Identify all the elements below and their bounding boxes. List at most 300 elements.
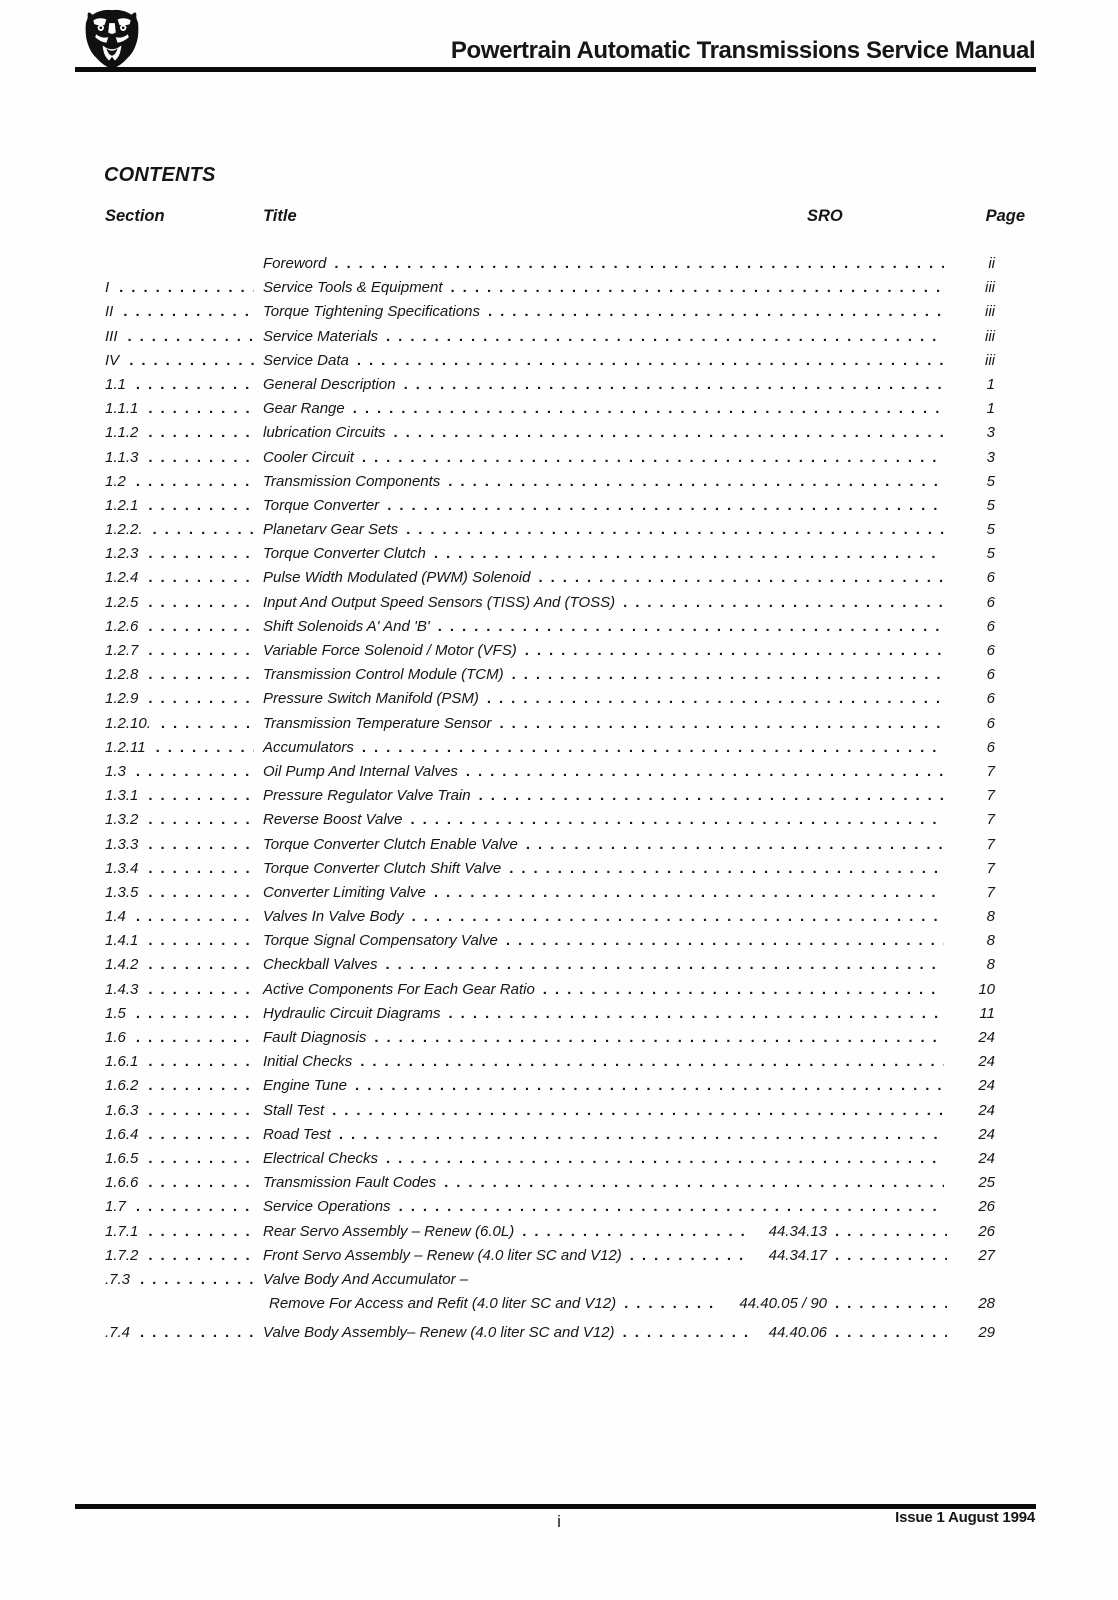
- dot-leader: [136, 760, 254, 784]
- dot-leader: [623, 1321, 752, 1345]
- dot-leader: [386, 1147, 944, 1171]
- toc-row: [105, 1002, 1009, 1026]
- section-number: 1.3: [105, 762, 126, 780]
- entry-title: Valve Body And Accumulator –: [263, 1270, 469, 1288]
- page-number: 1: [986, 400, 995, 418]
- section-cell: [105, 1002, 263, 1026]
- entry-title: Stall Test: [263, 1101, 325, 1119]
- toc-row: [105, 470, 1009, 494]
- jaguar-growler-logo-icon: [84, 8, 140, 70]
- page-number: ii: [988, 255, 995, 272]
- column-header-sro: SRO: [807, 207, 843, 225]
- entry-title: Variable Force Solenoid / Motor (VFS): [263, 642, 517, 659]
- dot-leader: [399, 1195, 944, 1219]
- dot-leader: [487, 687, 944, 711]
- footer-rule: [75, 1504, 1036, 1509]
- section-cell: [105, 1268, 263, 1292]
- toc-row: [105, 1074, 1009, 1098]
- page-number: 26: [978, 1198, 995, 1216]
- header-rule: [75, 67, 1036, 72]
- section-cell: [105, 252, 263, 276]
- dot-leader: [148, 494, 254, 518]
- page-number: iii: [985, 351, 995, 369]
- section-number: 1.2.7: [105, 642, 139, 659]
- page-number: 24: [978, 1077, 995, 1095]
- toc-row: [105, 1123, 1009, 1147]
- toc-row: [105, 252, 1009, 276]
- entry-title: Checkball Valves: [263, 956, 378, 974]
- toc-row: [105, 325, 1009, 349]
- section-cell: [105, 1147, 263, 1171]
- section-cell: [105, 1195, 263, 1219]
- dot-leader: [148, 1220, 254, 1244]
- dot-leader: [148, 639, 254, 663]
- toc-row: [105, 1147, 1009, 1171]
- toc-row: [105, 1268, 1009, 1292]
- section-number: 1.3.2: [105, 811, 139, 829]
- section-number: 1.6.2: [105, 1077, 139, 1095]
- section-number: 1.1.3: [105, 448, 139, 466]
- dot-leader: [148, 591, 254, 615]
- toc-row: [105, 881, 1009, 905]
- page-number: 8: [986, 908, 995, 926]
- dot-leader: [449, 1002, 944, 1026]
- entry-title: Transmission Temperature Sensor: [263, 714, 492, 732]
- dot-leader: [148, 784, 254, 808]
- toc-row: [105, 808, 1009, 832]
- section-number: 1.6.5: [105, 1149, 139, 1167]
- entry-title: Transmission Components: [263, 472, 441, 490]
- section-number: 1.3.4: [105, 859, 139, 877]
- toc-row: [105, 857, 1009, 881]
- dot-leader: [360, 1050, 944, 1074]
- section-number: II: [105, 303, 114, 321]
- section-cell: [105, 470, 263, 494]
- toc-row: [105, 1244, 1009, 1268]
- section-cell: [105, 1123, 263, 1147]
- entry-title: Input And Output Speed Sensors (TISS) And (TOSS): [263, 593, 616, 611]
- section-number: 1.7.2: [105, 1246, 139, 1264]
- page-number: 7: [986, 787, 995, 805]
- dot-leader: [136, 1195, 254, 1219]
- entry-title: Initial Checks: [263, 1053, 353, 1071]
- section-number: 1.7.1: [105, 1222, 139, 1240]
- dot-leader: [525, 639, 944, 663]
- toc-row: [105, 736, 1009, 760]
- page-number: 1: [986, 375, 995, 393]
- toc-row: [105, 421, 1009, 445]
- page-number: 5: [986, 472, 995, 490]
- section-cell: [105, 542, 263, 566]
- toc-row: [105, 760, 1009, 784]
- toc-row: [105, 1099, 1009, 1123]
- entry-title: Torque Converter Clutch Enable Valve: [263, 835, 518, 853]
- page-number: 6: [986, 569, 995, 587]
- entry-title: Cooler Circuit: [263, 448, 354, 466]
- sro-code: 44.34.17: [768, 1246, 827, 1264]
- dot-leader: [148, 663, 254, 687]
- section-number: 1.2.11: [105, 738, 146, 756]
- page-number: 7: [986, 762, 995, 780]
- toc-row: [105, 905, 1009, 929]
- toc-row: [105, 349, 1009, 373]
- toc-row: [105, 929, 1009, 953]
- section-cell: [105, 857, 263, 881]
- dot-leader: [334, 252, 944, 276]
- dot-leader: [148, 446, 254, 470]
- entry-title: Torque Converter Clutch Shift Valve: [263, 859, 502, 877]
- dot-leader: [148, 929, 254, 953]
- toc-row: [105, 687, 1009, 711]
- dot-leader: [355, 1074, 944, 1098]
- toc-row: [105, 663, 1009, 687]
- page-number: 25: [978, 1174, 995, 1192]
- dot-leader: [386, 953, 945, 977]
- sro-code: 44.40.05 / 90: [739, 1295, 827, 1313]
- dot-leader: [434, 881, 944, 905]
- dot-leader: [387, 494, 944, 518]
- entry-title: Service Operations: [263, 1198, 391, 1216]
- section-cell: [105, 1050, 263, 1074]
- section-cell: [105, 373, 263, 397]
- entry-title: Road Test: [263, 1125, 331, 1143]
- dot-leader: [835, 1321, 947, 1345]
- dot-leader: [148, 615, 254, 639]
- dot-leader: [362, 446, 944, 470]
- dot-leader: [522, 1220, 751, 1244]
- section-cell: [105, 760, 263, 784]
- page-number: 6: [986, 593, 995, 611]
- section-number: 1.2.10.: [105, 714, 151, 732]
- page-number: 29: [978, 1324, 995, 1342]
- entry-title: Shift Solenoids A' And 'B': [263, 617, 430, 635]
- page-number: 24: [978, 1125, 995, 1143]
- entry-title: Transmission Control Module (TCM): [263, 666, 504, 684]
- dot-leader: [136, 470, 254, 494]
- toc-row: [105, 566, 1009, 590]
- page-number: 27: [978, 1246, 995, 1264]
- section-number: 1.6: [105, 1029, 126, 1046]
- page-number: 5: [986, 521, 995, 539]
- section-cell: [105, 518, 263, 542]
- entry-title: Engine Tune: [263, 1077, 347, 1095]
- dot-leader: [148, 1099, 254, 1123]
- toc-row: [105, 1171, 1009, 1195]
- section-number: 1.6.6: [105, 1174, 139, 1192]
- toc-row: [105, 615, 1009, 639]
- toc-row: [105, 276, 1009, 300]
- entry-title: Accumulators: [263, 738, 354, 756]
- dot-leader: [509, 857, 944, 881]
- dot-leader: [148, 542, 254, 566]
- toc-row: [105, 397, 1009, 421]
- column-header-section: Section: [105, 207, 165, 225]
- dot-leader: [835, 1292, 947, 1316]
- dot-leader: [136, 373, 254, 397]
- sro-code: 44.34.13: [768, 1222, 827, 1240]
- toc-row: [105, 300, 1009, 324]
- section-cell: [105, 833, 263, 857]
- dot-leader: [406, 518, 944, 542]
- page-number: 5: [986, 496, 995, 514]
- dot-leader: [512, 663, 944, 687]
- section-number: 1.2.3: [105, 545, 139, 563]
- entry-title: General Description: [263, 375, 396, 393]
- dot-leader: [506, 929, 944, 953]
- entry-title: Converter Limiting Valve: [263, 883, 426, 901]
- section-number: .7.4: [105, 1324, 131, 1342]
- entry-title: Valve Body Assembly– Renew (4.0 liter SC and V12): [263, 1324, 615, 1342]
- dot-leader: [438, 615, 944, 639]
- section-number: 1.2.1: [105, 496, 139, 514]
- section-number: 1.7: [105, 1198, 126, 1216]
- dot-leader: [386, 325, 944, 349]
- page-number: 6: [986, 666, 995, 684]
- entry-title: Service Materials: [263, 327, 379, 345]
- dot-leader: [623, 591, 944, 615]
- entry-title: Torque Converter Clutch: [263, 545, 426, 563]
- section-cell: [105, 978, 263, 1002]
- dot-leader: [451, 276, 944, 300]
- section-cell: [105, 712, 263, 736]
- toc-row: [105, 1195, 1009, 1219]
- column-header-page: Page: [985, 207, 1025, 225]
- entry-title: Planetarv Gear Sets: [263, 521, 399, 539]
- entry-title: Foreword: [263, 255, 327, 272]
- dot-leader: [499, 712, 944, 736]
- section-number: 1.6.4: [105, 1125, 139, 1143]
- page-number: 24: [978, 1101, 995, 1119]
- entry-title: Fault Diagnosis: [263, 1029, 367, 1046]
- page-number: 5: [986, 545, 995, 563]
- toc-row: [105, 494, 1009, 518]
- entry-title: Oil Pump And Internal Valves: [263, 762, 458, 780]
- entry-title: Torque Signal Compensatory Valve: [263, 932, 498, 950]
- toc-row: [105, 446, 1009, 470]
- dot-leader: [148, 566, 254, 590]
- section-cell: [105, 276, 263, 300]
- section-cell: [105, 325, 263, 349]
- dot-leader: [123, 300, 254, 324]
- section-cell: [105, 881, 263, 905]
- entry-title: Transmission Fault Codes: [263, 1174, 437, 1192]
- section-number: 1.2.9: [105, 690, 139, 708]
- dot-leader: [156, 736, 254, 760]
- dot-leader: [148, 978, 254, 1002]
- section-number: 1.5: [105, 1004, 126, 1022]
- toc-row: [105, 542, 1009, 566]
- dot-leader: [148, 881, 254, 905]
- section-cell: [105, 808, 263, 832]
- entry-title: lubrication Circuits: [263, 424, 386, 442]
- dot-leader: [538, 566, 944, 590]
- page-number: 24: [978, 1149, 995, 1167]
- manual-title: Powertrain Automatic Transmissions Service Manual: [450, 37, 1035, 64]
- toc-row: [105, 1026, 1009, 1050]
- dot-leader: [444, 1171, 944, 1195]
- section-cell: [105, 446, 263, 470]
- dot-leader: [362, 736, 944, 760]
- section-cell: [105, 1171, 263, 1195]
- entry-title: Pulse Width Modulated (PWM) Solenoid: [263, 569, 531, 587]
- section-number: 1.4.2: [105, 956, 139, 974]
- dot-leader: [148, 1050, 254, 1074]
- page-number: iii: [985, 303, 995, 321]
- dot-leader: [140, 1268, 254, 1292]
- dot-leader: [357, 349, 944, 373]
- dot-leader: [148, 808, 254, 832]
- entry-title-continued: Remove For Access and Refit (4.0 liter SC and V12): [269, 1295, 617, 1313]
- page-number: 28: [978, 1295, 995, 1313]
- dot-leader: [140, 1321, 254, 1345]
- section-cell: [105, 784, 263, 808]
- page-number: 24: [978, 1053, 995, 1071]
- dot-leader: [624, 1292, 722, 1316]
- toc-row: [105, 833, 1009, 857]
- page-number: 7: [986, 835, 995, 853]
- page-number: 6: [986, 642, 995, 659]
- toc-row: [105, 978, 1009, 1002]
- section-number: 1.4: [105, 908, 126, 926]
- page-number: 6: [986, 738, 995, 756]
- section-number: I: [105, 279, 110, 297]
- section-cell: [105, 1074, 263, 1098]
- dot-leader: [479, 784, 944, 808]
- entry-title: Service Data: [263, 351, 349, 369]
- dot-leader: [404, 373, 944, 397]
- section-cell: [105, 300, 263, 324]
- page-number: iii: [985, 327, 995, 345]
- entry-title: Reverse Boost Valve: [263, 811, 403, 829]
- section-number: 1.3.3: [105, 835, 139, 853]
- section-number: 1.3.1: [105, 787, 139, 805]
- section-cell: [105, 639, 263, 663]
- section-number: 1.4.1: [105, 932, 139, 950]
- section-cell: [105, 566, 263, 590]
- entry-title: Active Components For Each Gear Ratio: [263, 980, 535, 998]
- dot-leader: [161, 712, 254, 736]
- dot-leader: [148, 953, 254, 977]
- section-number: 1.2.4: [105, 569, 139, 587]
- page-number: 8: [986, 932, 995, 950]
- contents-heading: CONTENTS: [104, 164, 216, 186]
- section-cell: [105, 349, 263, 373]
- dot-leader: [434, 542, 944, 566]
- section-number: .7.3: [105, 1270, 131, 1288]
- dot-leader: [339, 1123, 944, 1147]
- dot-leader: [412, 905, 944, 929]
- section-number: 1.6.3: [105, 1101, 139, 1119]
- entry-title: Electrical Checks: [263, 1149, 379, 1167]
- dot-leader: [332, 1099, 944, 1123]
- section-cell: [105, 687, 263, 711]
- dot-leader: [148, 1123, 254, 1147]
- section-number: 1.2.8: [105, 666, 139, 684]
- section-cell: [105, 615, 263, 639]
- entry-title: Rear Servo Assembly – Renew (6.0L): [263, 1222, 515, 1240]
- section-cell: [105, 1220, 263, 1244]
- dot-leader: [148, 397, 254, 421]
- dot-leader: [488, 300, 944, 324]
- section-number: 1.1.1: [105, 400, 139, 418]
- dot-leader: [466, 760, 944, 784]
- section-number: 1.6.1: [105, 1053, 139, 1071]
- section-cell: [105, 494, 263, 518]
- toc-row: [105, 712, 1009, 736]
- section-cell: [105, 1321, 263, 1345]
- dot-leader: [136, 1002, 254, 1026]
- toc-row: [105, 518, 1009, 542]
- page-number: 3: [986, 448, 995, 466]
- section-number: 1.2.5: [105, 593, 139, 611]
- section-cell: [105, 663, 263, 687]
- dot-leader: [148, 1244, 254, 1268]
- section-number: 1.2: [105, 472, 126, 490]
- section-number: 1.1: [105, 375, 126, 393]
- section-number: IV: [105, 351, 120, 369]
- page-number: 7: [986, 883, 995, 901]
- column-headers: [105, 207, 1025, 229]
- dot-leader: [630, 1244, 752, 1268]
- section-cell: [105, 1026, 263, 1050]
- section-number: 1.2.6: [105, 617, 139, 635]
- entry-title: Gear Range: [263, 400, 345, 418]
- toc-row: [105, 591, 1009, 615]
- toc-row: [105, 1050, 1009, 1074]
- entry-title: Valves In Valve Body: [263, 908, 404, 926]
- toc-row: [105, 1321, 1009, 1345]
- page-number: 24: [978, 1029, 995, 1046]
- dot-leader: [129, 349, 254, 373]
- page-number: 11: [979, 1004, 995, 1022]
- section-cell: [105, 929, 263, 953]
- dot-leader: [148, 833, 254, 857]
- dot-leader: [153, 518, 254, 542]
- page-number: 7: [986, 859, 995, 877]
- folio-page-number: i: [557, 1512, 561, 1531]
- entry-title: Torque Converter: [263, 496, 380, 514]
- dot-leader: [394, 421, 944, 445]
- dot-leader: [835, 1244, 947, 1268]
- page-number: 26: [978, 1222, 995, 1240]
- dot-leader: [148, 1171, 254, 1195]
- dot-leader: [148, 1074, 254, 1098]
- entry-title: Hydraulic Circuit Diagrams: [263, 1004, 441, 1022]
- dot-leader: [526, 833, 944, 857]
- toc-row: [105, 639, 1009, 663]
- entry-title: Front Servo Assembly – Renew (4.0 liter SC and V12): [263, 1246, 622, 1264]
- page-number: 8: [986, 956, 995, 974]
- toc-row: [105, 784, 1009, 808]
- section-number: III: [105, 327, 118, 345]
- dot-leader: [136, 905, 254, 929]
- dot-leader: [136, 1026, 254, 1050]
- dot-leader: [148, 857, 254, 881]
- dot-leader: [148, 421, 254, 445]
- section-number: 1.2.2.: [105, 521, 143, 539]
- section-cell: [105, 397, 263, 421]
- dot-leader: [374, 1026, 944, 1050]
- entry-title: Torque Tightening Specifications: [263, 303, 480, 321]
- section-cell: [105, 905, 263, 929]
- dot-leader: [148, 1147, 254, 1171]
- dot-leader: [835, 1220, 947, 1244]
- page-number: 6: [986, 617, 995, 635]
- page-number: 7: [986, 811, 995, 829]
- section-number: 1.1.2: [105, 424, 139, 442]
- toc-row: [105, 1292, 1009, 1316]
- section-cell: [105, 953, 263, 977]
